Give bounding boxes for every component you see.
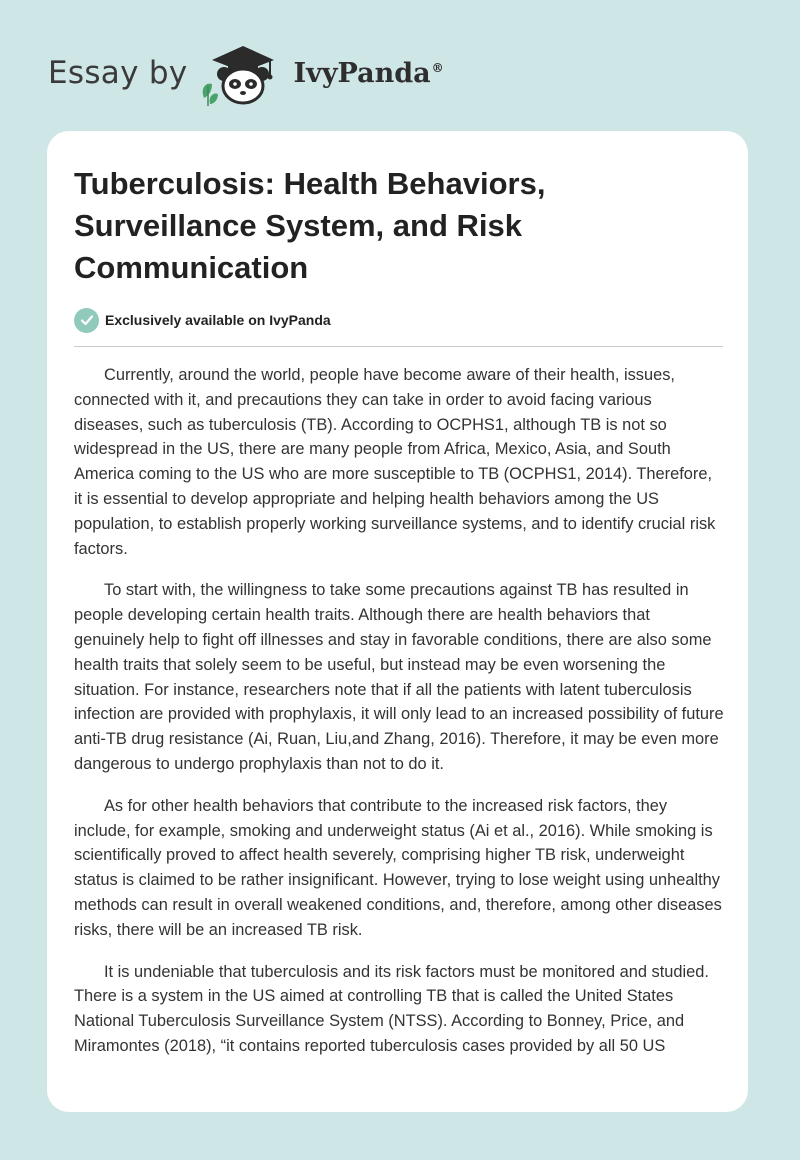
divider	[74, 346, 723, 347]
panda-logo-icon[interactable]	[198, 38, 288, 108]
check-circle-icon	[74, 308, 99, 333]
paragraph: It is undeniable that tuberculosis and its risk factors must be monitored and studied. There is a system in the US aimed at controlling TB that is called the United States National Tuberculosis Surveillance System (NTSS). According to Bonney, Price, and Miramontes (2018), “it contains reported tuberculosis cases provided by all 50 US	[74, 962, 709, 1055]
site-header	[48, 38, 444, 108]
exclusive-badge	[74, 307, 724, 333]
essay-card	[47, 131, 748, 1112]
essay-body	[74, 363, 724, 1059]
essay-content	[74, 163, 724, 1076]
paragraph: As for other health behaviors that contribute to the increased risk factors, they include, for example, smoking and underweight status (Ai et al., 2016). While smoking is scientifically proved to affect health severely, comprising higher TB risk, underweight status is claimed to be rather insignificant. However, trying to lose weight using unhealthy methods can result in overall weakened conditions, and, therefore, among other diseases risks, there will be an increased TB risk.	[74, 796, 722, 939]
brand-name[interactable]: IvyPanda®	[293, 57, 444, 89]
badge-label: Exclusively available on IvyPanda	[105, 312, 331, 328]
paragraph: Currently, around the world, people have become aware of their health, issues, connected with it, and precautions they can take in order to avoid facing various diseases, such as tuberculosis (TB). According to OCPHS1, although TB is not so widespread in the US, there are many people from Africa, Mexico, Asia, and South America coming to the US who are more susceptible to TB (OCPHS1, 2014). Therefore, it is essential to develop appropriate and helping health behaviors among the US population, to establish properly working surveillance systems, and to identify crucial risk factors.	[74, 366, 716, 558]
essay-title: Tuberculosis: Health Behaviors, Surveillance System, and Risk Communication	[74, 166, 546, 285]
registered-mark: ®	[431, 60, 444, 75]
paragraph: To start with, the willingness to take some precautions against TB has resulted in people developing certain health traits. Although there are health behaviors that genuinely help to fight off illnesses and stay in favorable conditions, there are also some health traits that solely seem to be useful, but instead may be even worsening the situation. For instance, researchers note that if all the patients with latent tuberculosis infection are provided with prophylaxis, it will only lead to an increased possibility of future anti-TB drug resistance (Ai, Ruan, Liu,and Zhang, 2016). Therefore, it may be even more dangerous to undergo prophylaxis than not to do it.	[74, 581, 724, 773]
essay-by-label: Essay by	[48, 55, 188, 91]
